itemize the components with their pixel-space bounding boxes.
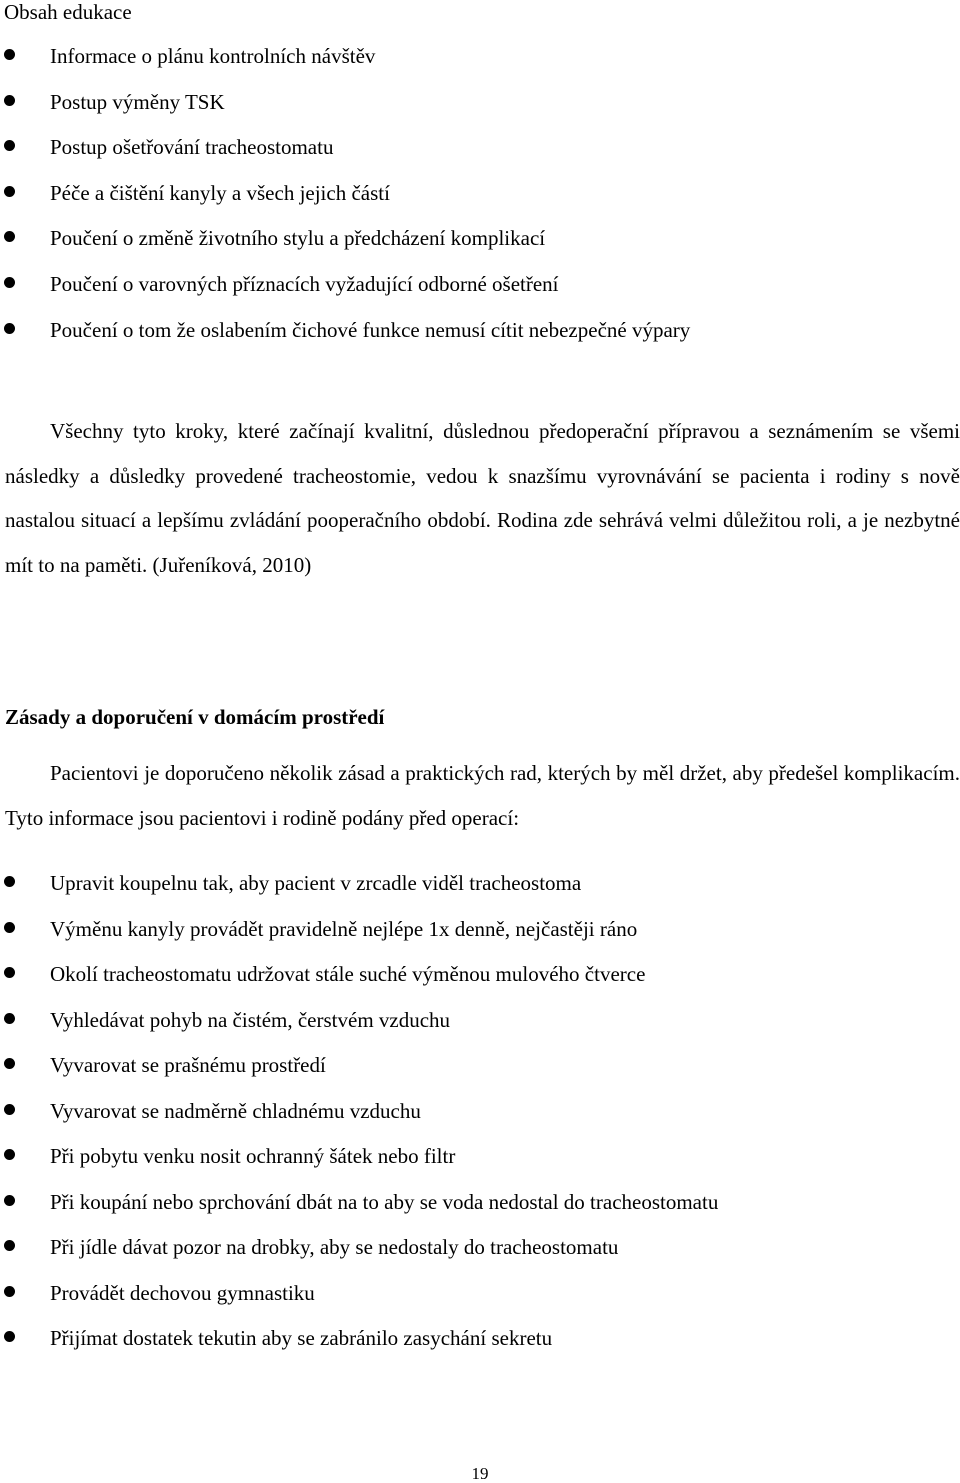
- bullet-icon: [4, 1195, 15, 1206]
- bullet-icon: [4, 876, 15, 887]
- bullet-icon: [4, 1286, 15, 1297]
- list-item-text: Provádět dechovou gymnastiku: [50, 1280, 315, 1305]
- list-item-text: Při pobytu venku nosit ochranný šátek nebo filtr: [50, 1144, 456, 1168]
- list-item-text: Poučení o varovných příznacích vyžadující odborné ošetření: [50, 271, 559, 296]
- list-item-text: Při koupání nebo sprchování dbát na to aby se voda nedostal do tracheostomatu: [50, 1189, 719, 1214]
- body-paragraph: Všechny tyto kroky, které začínají kvalitní, důslednou předoperační přípravou a seznámením se všemi následky a důsledky provedené tracheostomie, vedou k snazšímu vyrovnávání se pacienta i rodiny s nově nastalou situací a lepšímu zvládání pooperačního období. Rodina zde sehrává velmi důležitou roli, a je nezbytné mít to na paměti. (Juřeníková, 2010): [5, 419, 960, 577]
- list-item: [0, 181, 960, 227]
- list-item: [0, 135, 960, 181]
- list-item-text: Výměnu kanyly provádět pravidelně nejlépe 1x denně, nejčastěji ráno: [50, 916, 638, 941]
- list-item: [0, 871, 960, 917]
- list-item: [0, 1008, 960, 1054]
- list-item: [0, 1326, 960, 1372]
- list-item-text: Vyvarovat se nadměrně chladnému vzduchu: [50, 1098, 421, 1123]
- list-item-text: Okolí tracheostomatu udržovat stále suché výměnou mulového čtverce: [50, 962, 646, 986]
- bullet-icon: [4, 1013, 15, 1024]
- list-item-text: Vyhledávat pohyb na čistém, čerstvém vzduchu: [50, 1007, 451, 1032]
- list-item: [0, 90, 960, 136]
- list-item: [0, 1281, 960, 1327]
- list-item-text: Postup výměny TSK: [50, 89, 225, 114]
- list-item-text: Vyvarovat se prašnému prostředí: [50, 1053, 326, 1077]
- bullet-icon: [4, 231, 15, 242]
- list-item: [0, 962, 960, 1008]
- list-item: [0, 318, 960, 364]
- list-item: [0, 1190, 960, 1236]
- bullet-icon: [4, 95, 15, 106]
- list-item: [0, 44, 960, 90]
- page-number: 19: [471, 1464, 489, 1483]
- list-item: [0, 1235, 960, 1281]
- bullet-icon: [4, 186, 15, 197]
- list-item: [0, 272, 960, 318]
- bullet-icon: [4, 140, 15, 151]
- list-item-text: Poučení o tom že oslabením čichové funkce nemusí cítit nebezpečné výpary: [50, 317, 691, 342]
- education-content-list: [0, 44, 960, 363]
- list-item-text: Informace o plánu kontrolních návštěv: [50, 44, 376, 68]
- list-item: [0, 1144, 960, 1190]
- body-paragraph: Pacientovi je doporučeno několik zásad a praktických rad, kterých by měl držet, aby předešel komplikacím. Tyto informace jsou pacientovi i rodině podány před operací:: [5, 761, 960, 830]
- bullet-icon: [4, 1058, 15, 1069]
- list-item-text: Poučení o změně životního stylu a předcházení komplikací: [50, 226, 546, 251]
- bullet-icon: [4, 1331, 15, 1342]
- list-item-text: Při jídle dávat pozor na drobky, aby se nedostaly do tracheostomatu: [50, 1235, 619, 1259]
- bullet-icon: [4, 1104, 15, 1115]
- bullet-icon: [4, 1149, 15, 1160]
- list-item-text: Péče a čištění kanyly a všech jejich částí: [50, 180, 390, 205]
- bullet-icon: [4, 277, 15, 288]
- section-title: Obsah edukace: [4, 0, 132, 24]
- list-item-text: Přijímat dostatek tekutin aby se zabránilo zasychání sekretu: [50, 1326, 553, 1350]
- recommendations-list: [0, 871, 960, 1372]
- bullet-icon: [4, 323, 15, 334]
- list-item: [0, 1053, 960, 1099]
- bullet-icon: [4, 1240, 15, 1251]
- bullet-icon: [4, 49, 15, 60]
- list-item: [0, 917, 960, 963]
- list-item-text: Upravit koupelnu tak, aby pacient v zrcadle viděl tracheostoma: [50, 871, 582, 895]
- bullet-icon: [4, 967, 15, 978]
- bullet-icon: [4, 922, 15, 933]
- section-heading: Zásady a doporučení v domácím prostředí: [5, 705, 385, 729]
- list-item: [0, 1099, 960, 1145]
- list-item-text: Postup ošetřování tracheostomatu: [50, 135, 334, 160]
- list-item: [0, 226, 960, 272]
